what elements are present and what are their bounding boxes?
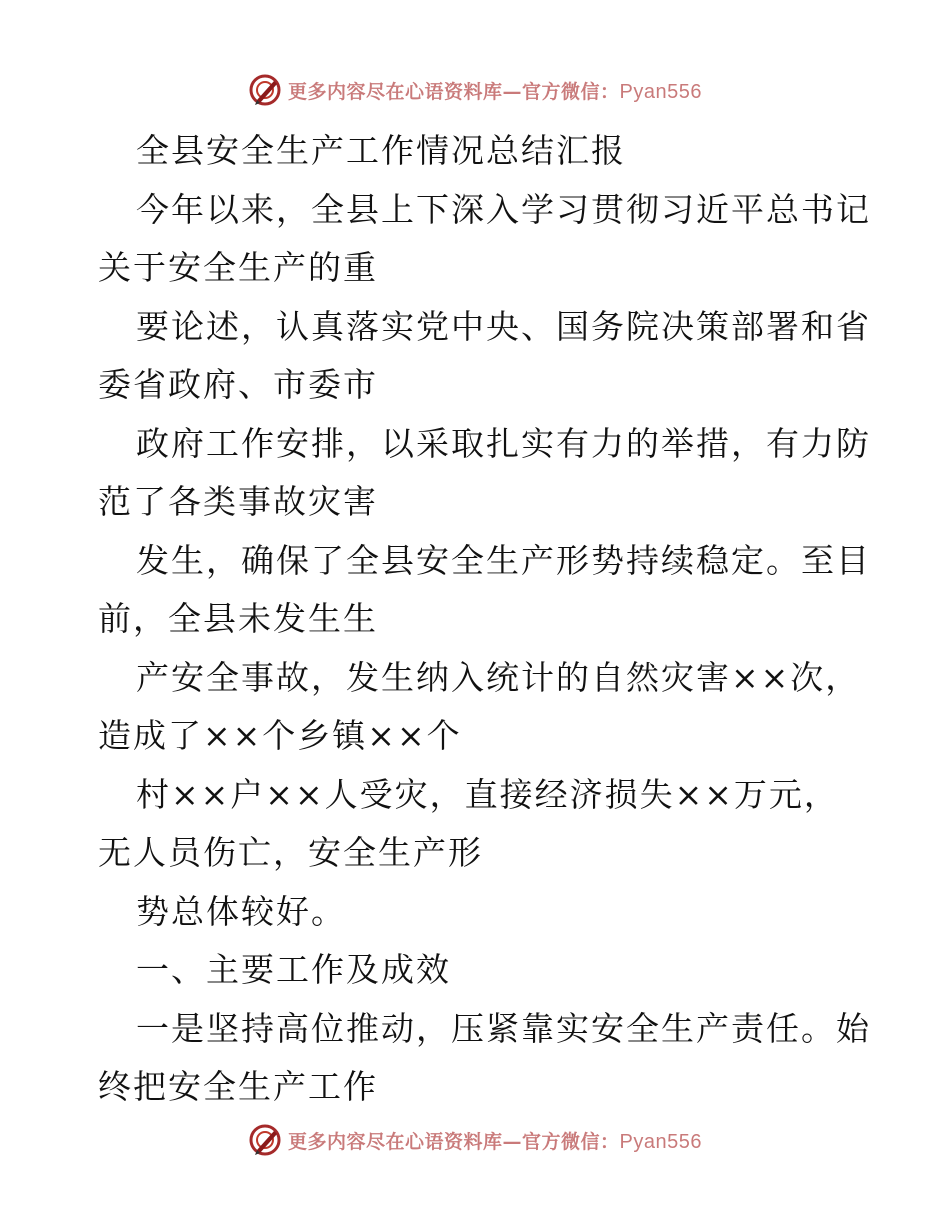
watermark-text: 更多内容尽在心语资料库—官方微信：Pyan556 [288, 80, 702, 103]
text-line: 关于安全生产的重 [98, 248, 378, 287]
document-body [98, 122, 871, 1117]
text-line: 发生，确保了全县安全生产形势持续稳定。至目 [136, 540, 871, 580]
text-line: 前，全县未发生生 [98, 599, 378, 638]
header-watermark [0, 70, 950, 110]
text-line: 政府工作安排，以采取扎实有力的举措，有力防 [136, 423, 871, 463]
text-line: 要论述，认真落实党中央、国务院决策部署和省 [136, 306, 871, 346]
text-line: 无人员伤亡，安全生产形 [98, 833, 483, 872]
text-line: 一是坚持高位推动，压紧靠实安全生产责任。始 [136, 1008, 871, 1048]
text-line: 势总体较好。 [136, 891, 346, 931]
footer-watermark [0, 1120, 950, 1160]
text-line: 造成了××个乡镇××个 [98, 716, 462, 755]
text-line: 终把安全生产工作 [98, 1067, 378, 1106]
text-line: 村××户××人受灾，直接经济损失××万元， [136, 774, 839, 814]
text-line: 产安全事故，发生纳入统计的自然灾害××次， [136, 657, 861, 697]
pen-circle-logo [248, 73, 282, 107]
pen-circle-logo [248, 1123, 282, 1157]
text-line: 全县安全生产工作情况总结汇报 [136, 131, 626, 170]
watermark-text: 更多内容尽在心语资料库—官方微信：Pyan556 [288, 1130, 702, 1153]
text-line: 范了各类事故灾害 [98, 482, 378, 521]
text-line: 委省政府、市委市 [98, 365, 378, 404]
text-line: 今年以来，全县上下深入学习贯彻习近平总书记 [136, 189, 871, 229]
text-line: 一、主要工作及成效 [136, 950, 451, 989]
